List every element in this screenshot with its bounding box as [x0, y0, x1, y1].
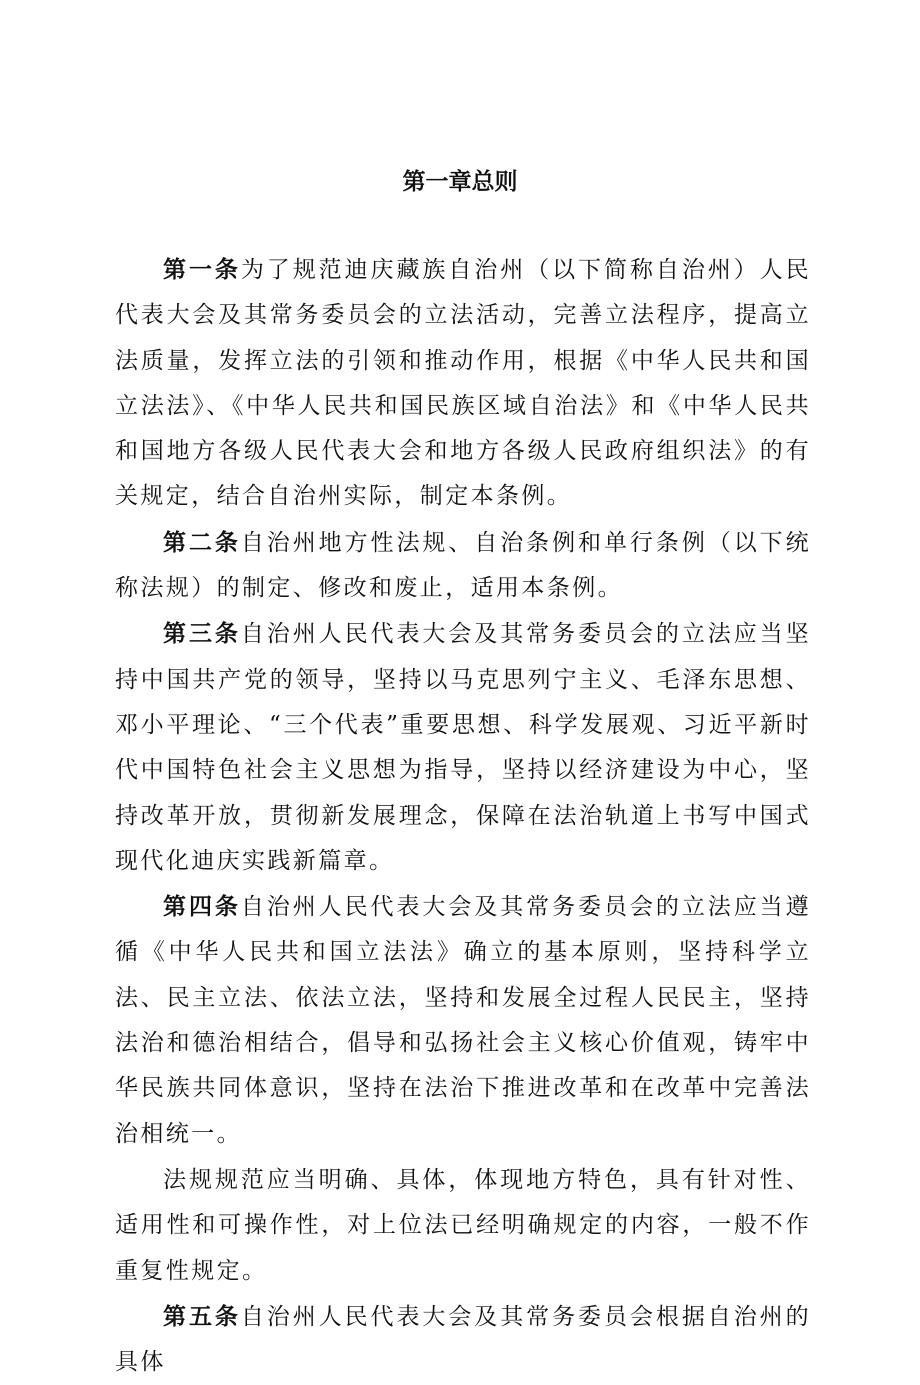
- article-2-text: 自治州地方性法规、自治条例和单行条例（以下统称法规）的制定、修改和废止，适用本条例。: [115, 529, 811, 602]
- article-5-label: 第五条: [163, 1302, 241, 1330]
- article-1-paragraph: [115, 247, 811, 520]
- chapter-title: 第一章总则: [402, 168, 518, 195]
- article-2-paragraph: [115, 520, 811, 612]
- document-body: [115, 247, 811, 1385]
- article-4-paragraph: [115, 884, 811, 1157]
- article-4-clause-2: [115, 1157, 811, 1294]
- article-4-clause-2-text: 法规规范应当明确、具体，体现地方特色，具有针对性、适用性和可操作性，对上位法已经明确规定的内容，一般不作重复性规定。: [115, 1166, 811, 1284]
- article-3-label: 第三条: [163, 620, 241, 648]
- article-2-label: 第二条: [163, 528, 241, 556]
- article-1-text: 为了规范迪庆藏族自治州（以下简称自治州）人民代表大会及其常务委员会的立法活动，完善立法程序，提高立法质量，发挥立法的引领和推动作用，根据《中华人民共和国立法法》、《中华人民共和国民族区域自治法》和《中华人民共和国地方各级人民代表大会和地方各级人民政府组织法》的有关规定，结合自治州实际，制定本条例。: [115, 257, 811, 510]
- article-3-paragraph: [115, 611, 811, 884]
- article-4-text: 自治州人民代表大会及其常务委员会的立法应当遵循《中华人民共和国立法法》确立的基本原则，坚持科学立法、民主立法、依法立法，坚持和发展全过程人民民主，坚持法治和德治相结合，倡导和弘扬社会主义核心价值观，铸牢中华民族共同体意识，坚持在法治下推进改革和在改革中完善法治相统一。: [115, 894, 811, 1147]
- article-5-text: 自治州人民代表大会及其常务委员会根据自治州的具体: [115, 1303, 811, 1376]
- article-3-text: 自治州人民代表大会及其常务委员会的立法应当坚持中国共产党的领导，坚持以马克思列宁主义、毛泽东思想、邓小平理论、“三个代表”重要思想、科学发展观、习近平新时代中国特色社会主义思想为指导，坚持以经济建设为中心，坚持改革开放，贯彻新发展理念，保障在法治轨道上书写中国式现代化迪庆实践新篇章。: [115, 621, 811, 874]
- article-5-paragraph: [115, 1294, 811, 1385]
- article-4-label: 第四条: [163, 893, 241, 921]
- article-1-label: 第一条: [163, 256, 241, 283]
